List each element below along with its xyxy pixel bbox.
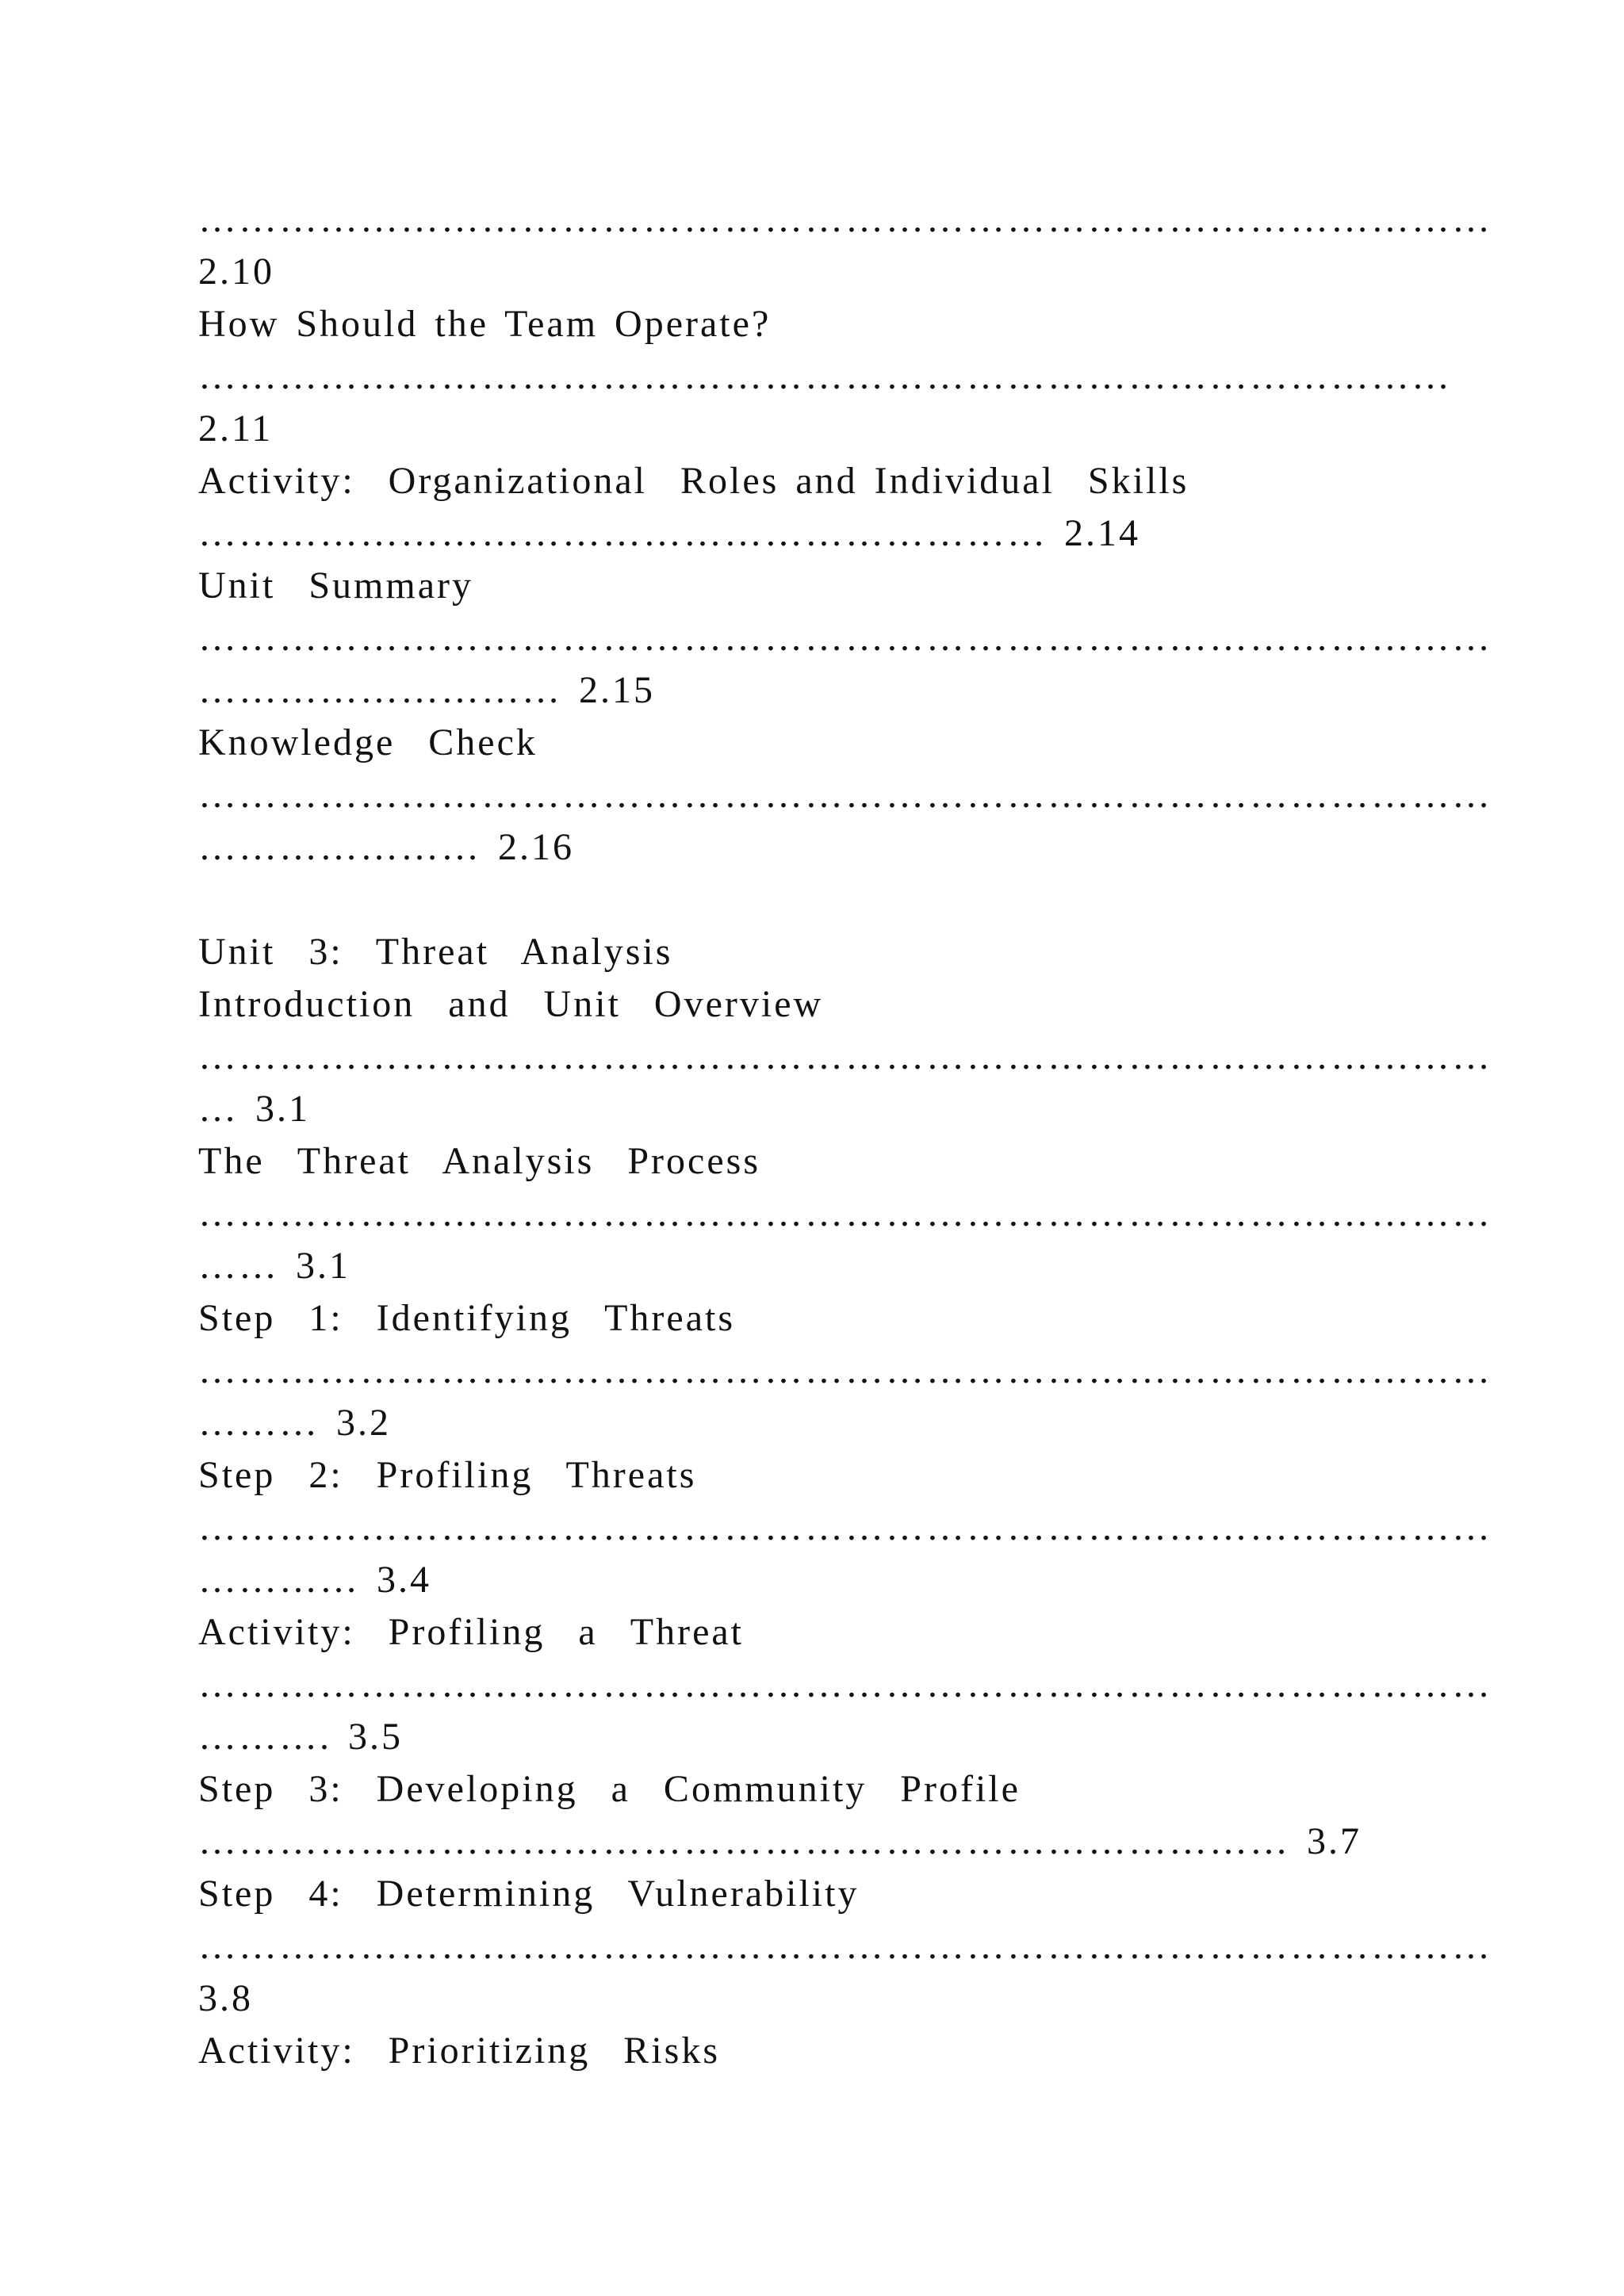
toc-leader-line: …………………………………………………………………………………… (198, 1506, 1492, 1548)
toc-leader-line: ………. 3.5 (198, 1716, 403, 1758)
table-of-contents (198, 193, 1492, 2077)
toc-entry-title: How Should the Team Operate? (198, 303, 772, 345)
section-spacer (198, 874, 1435, 926)
toc-leader-line: ………………………………………………………………………………… (198, 355, 1452, 397)
toc-page-number: 2.11 (198, 408, 274, 450)
toc-entry-title: Introduction and Unit Overview (198, 983, 824, 1025)
toc-entry-title: Knowledge Check (198, 721, 538, 763)
toc-entry-title: Unit Summary (198, 564, 473, 607)
toc-leader-line: ……………………………………………………………………… 3.7 (198, 1820, 1362, 1862)
toc-entry-title: Step 2: Profiling Threats (198, 1454, 697, 1496)
toc-leader-line: …………………………………………………………………………………… (198, 1192, 1492, 1234)
toc-leader-line: …………………………………………………………………………………… (198, 198, 1492, 240)
toc-leader-line: ……………………… 2.15 (198, 669, 655, 711)
toc-entry-title: Step 4: Determining Vulnerability (198, 1873, 860, 1915)
toc-leader-line: …………………………………………………………………………………… (198, 774, 1492, 816)
toc-page-number: 2.10 (198, 251, 274, 293)
unit-heading: Unit 3: Threat Analysis (198, 931, 673, 973)
toc-leader-line: …………………………………………………………………………………… (198, 1663, 1492, 1705)
toc-entry-title: Activity: Profiling a Threat (198, 1611, 745, 1653)
toc-page-number: 3.8 (198, 1977, 253, 2019)
toc-entry-title: Step 3: Developing a Community Profile (198, 1768, 1021, 1810)
toc-entry-title: Step 1: Identifying Threats (198, 1297, 736, 1339)
toc-leader-line: …………………………………………………………………………………… (198, 1349, 1492, 1391)
toc-leader-line: ………… 3.4 (198, 1559, 431, 1601)
toc-entry-title: The Threat Analysis Process (198, 1140, 761, 1182)
toc-leader-line: …… 3.1 (198, 1245, 350, 1287)
toc-leader-line: …………………………………………………………………………………… (198, 1035, 1492, 1077)
toc-leader-line: ……… 3.2 (198, 1402, 391, 1444)
toc-entry-title: Activity: Prioritizing Risks (198, 2030, 721, 2072)
toc-leader-line: ………………… 2.16 (198, 826, 574, 868)
toc-leader-line: …………………………………………………………………………………… (198, 1925, 1492, 1967)
toc-leader-line: ……………………………………………………… 2.14 (198, 512, 1140, 554)
toc-entry-title: Activity: Organizational Roles and Individual Skills (198, 460, 1189, 502)
toc-leader-line: … 3.1 (198, 1088, 310, 1130)
toc-leader-line: …………………………………………………………………………………… (198, 617, 1492, 659)
